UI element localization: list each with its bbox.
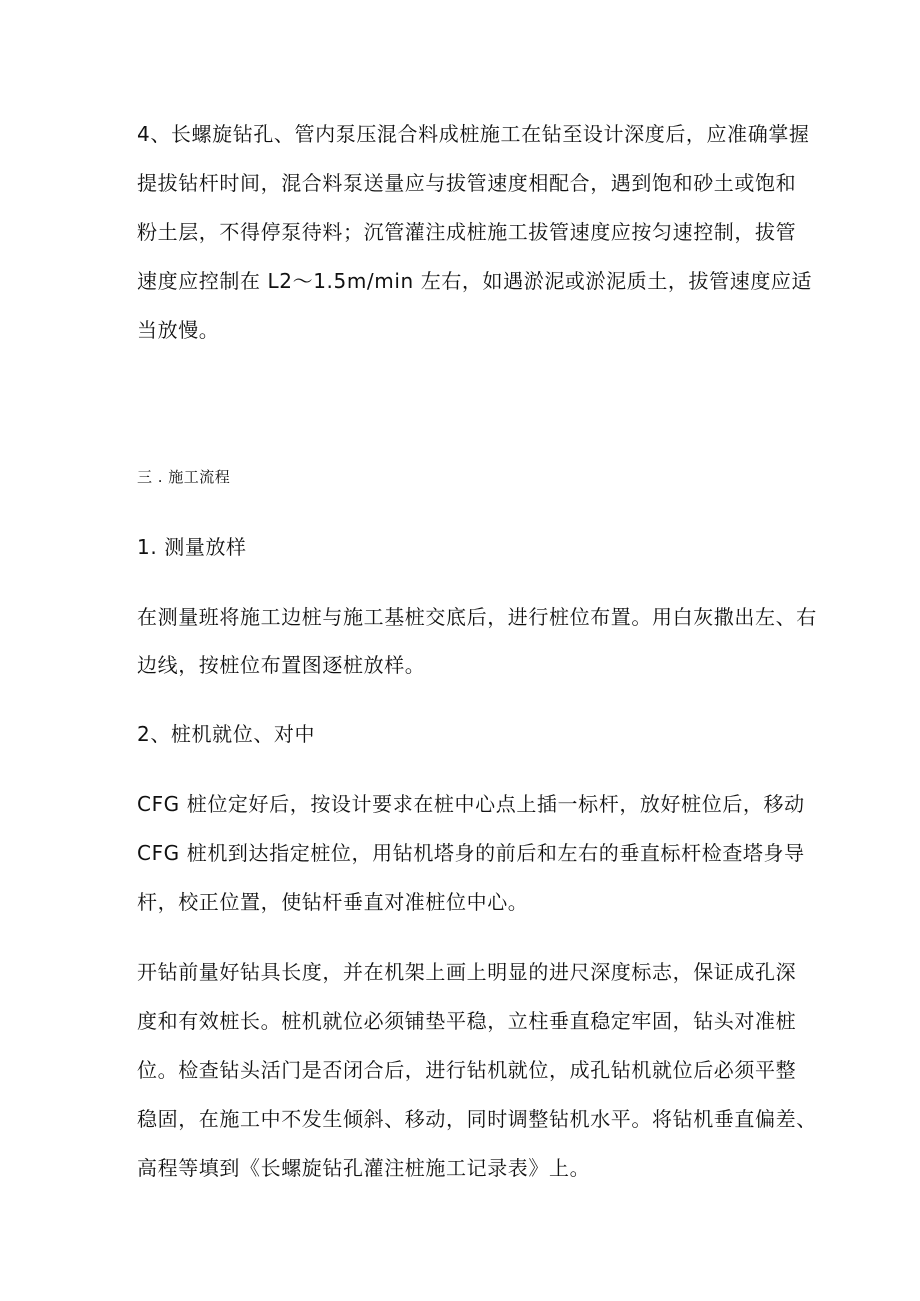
paragraph-line: 位。检查钻头活门是否闭合后，进行钻机就位，成孔钻机就位后必须平整 [137, 1058, 797, 1082]
paragraph-line: CFG 桩机到达指定桩位，用钻机塔身的前后和左右的垂直标杆检查塔身导 [137, 841, 805, 865]
paragraph-line: 稳固，在施工中不发生倾斜、移动，同时调整钻机水平。将钻机垂直偏差、 [137, 1107, 817, 1131]
paragraph-line: 提拔钻杆时间，混合料泵送量应与拔管速度相配合，遇到饱和砂土或饱和 [137, 171, 797, 195]
section-heading: 三 . 施工流程 [137, 468, 231, 486]
paragraph-line: 杆，校正位置，使钻杆垂直对准桩位中心。 [137, 890, 529, 914]
step-heading: 1. 测量放样 [137, 535, 247, 559]
paragraph-line: 当放慢。 [137, 318, 220, 342]
paragraph-line: 粉土层，不得停泵待料；沉管灌注成桩施工拔管速度应按匀速控制，拔管 [137, 220, 797, 244]
paragraph-line: CFG 桩位定好后，按设计要求在桩中心点上插一标杆，放好桩位后，移动 [137, 792, 805, 816]
paragraph-line: 4、长螺旋钻孔、管内泵压混合料成桩施工在钻至设计深度后，应准确掌握 [137, 122, 810, 146]
paragraph-line: 在测量班将施工边桩与施工基桩交底后，进行桩位布置。用白灰撒出左、右 [137, 605, 817, 629]
step-heading: 2、桩机就位、对中 [137, 722, 316, 746]
paragraph-line: 度和有效桩长。桩机就位必须铺垫平稳，立柱垂直稳定牢固，钻头对准桩 [137, 1009, 797, 1033]
paragraph-line: 开钻前量好钻具长度，并在机架上画上明显的进尺深度标志，保证成孔深 [137, 960, 797, 984]
paragraph-line: 高程等填到《长螺旋钻孔灌注桩施工记录表》上。 [137, 1156, 591, 1180]
paragraph-line: 边线，按桩位布置图逐桩放样。 [137, 653, 426, 677]
paragraph-line: 速度应控制在 L2～1.5m/min 左右，如遇淤泥或淤泥质土，拔管速度应适 [137, 269, 813, 293]
